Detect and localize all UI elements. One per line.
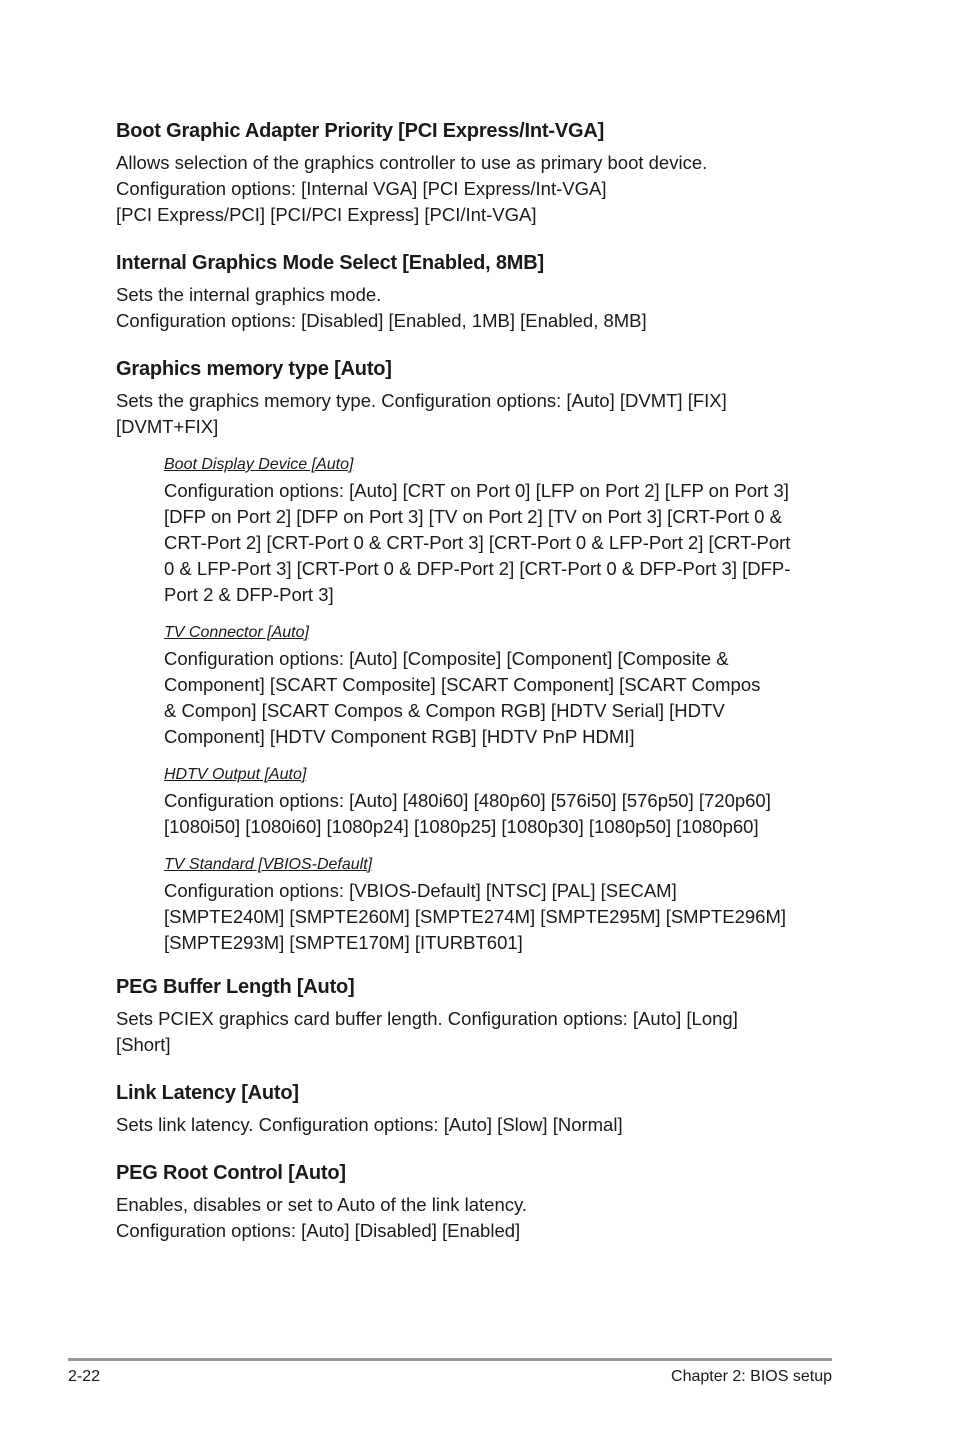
- subsection-body: Configuration options: [VBIOS-Default] [NTSC] [PAL] [SECAM] [SMPTE240M] [SMPTE260M] [SMPTE274M] [SMPTE295M] [SMPTE296M] [SMPTE293M] [SMPTE170M] [ITURBT601]: [164, 880, 786, 953]
- subsection-title: TV Standard [VBIOS-Default]: [164, 856, 373, 873]
- subsection-title: HDTV Output [Auto]: [164, 766, 307, 783]
- section-link-latency: [116, 1080, 846, 1138]
- section-graphics-memory-type: [116, 356, 846, 440]
- section-body: Sets the internal graphics mode. Configuration options: [Disabled] [Enabled, 1MB] [Enabled, 8MB]: [116, 284, 647, 331]
- section-peg-buffer-length: [116, 974, 846, 1058]
- subsection-group: [116, 454, 846, 956]
- subsection-body: Configuration options: [Auto] [CRT on Port 0] [LFP on Port 2] [LFP on Port 3] [DFP on Port 2] [DFP on Port 3] [TV on Port 2] [TV on Port 3] [CRT-Port 0 & CRT-Port 2] [CRT-Port 0 & CRT-Port 3] [CRT-Port 0 & LFP-Port 2] [CRT-Port 0 & LFP-Port 3] [CRT-Port 0 & DFP-Port 2] [CRT-Port 0 & DFP-Port 3] [DFP- Port 2 & DFP-Port 3]: [164, 480, 791, 605]
- section-body: Enables, disables or set to Auto of the link latency. Configuration options: [Auto] [Disabled] [Enabled]: [116, 1194, 528, 1241]
- section-body: Sets link latency. Configuration options: [Auto] [Slow] [Normal]: [116, 1114, 623, 1135]
- section-peg-root-control: [116, 1160, 846, 1244]
- section-heading: Graphics memory type [Auto]: [116, 358, 392, 380]
- subsection-title: TV Connector [Auto]: [164, 624, 309, 641]
- subsection-tv-standard: [164, 854, 846, 956]
- section-internal-graphics-mode-select: [116, 250, 846, 334]
- section-body: Sets PCIEX graphics card buffer length. Configuration options: [Auto] [Long] [Short]: [116, 1008, 738, 1055]
- subsection-body: Configuration options: [Auto] [480i60] [480p60] [576i50] [576p50] [720p60] [1080i50] [1080i60] [1080p24] [1080p25] [1080p30] [1080p50] [1080p60]: [164, 790, 771, 837]
- section-heading: Boot Graphic Adapter Priority [PCI Express/Int-VGA]: [116, 120, 605, 142]
- section-heading: PEG Root Control [Auto]: [116, 1162, 346, 1184]
- section-body: Allows selection of the graphics controller to use as primary boot device. Configuration options: [Internal VGA] [PCI Express/Int-VGA] [PCI Express/PCI] [PCI/PCI Express] [PCI/Int-VGA]: [116, 152, 708, 225]
- page-content: [116, 118, 846, 1266]
- page-number: 2-22: [68, 1368, 101, 1385]
- chapter-label: Chapter 2: BIOS setup: [671, 1368, 832, 1385]
- section-heading: Internal Graphics Mode Select [Enabled, 8MB]: [116, 252, 544, 274]
- section-heading: Link Latency [Auto]: [116, 1082, 299, 1104]
- subsection-hdtv-output: [164, 764, 846, 840]
- section-heading: PEG Buffer Length [Auto]: [116, 976, 355, 998]
- subsection-body: Configuration options: [Auto] [Composite] [Component] [Composite & Component] [SCART Composite] [SCART Component] [SCART Compos & Compon] [SCART Compos & Compon RGB] [HDTV Serial] [HDTV Component] [HDTV Component RGB] [HDTV PnP HDMI]: [164, 648, 761, 747]
- section-boot-graphic-adapter-priority: [116, 118, 846, 228]
- section-body: Sets the graphics memory type. Configuration options: [Auto] [DVMT] [FIX] [DVMT+FIX]: [116, 390, 727, 437]
- subsection-boot-display-device: [164, 454, 846, 608]
- footer-divider: [68, 1358, 832, 1361]
- subsection-tv-connector: [164, 622, 846, 750]
- subsection-title: Boot Display Device [Auto]: [164, 456, 354, 473]
